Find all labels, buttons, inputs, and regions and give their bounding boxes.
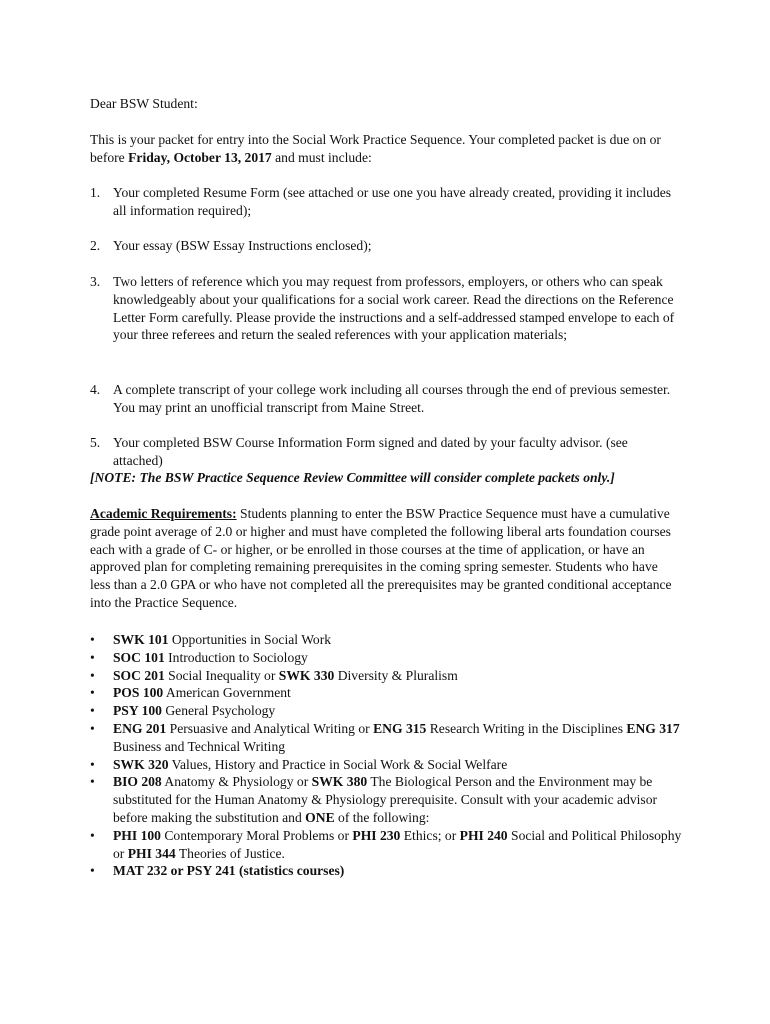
intro-text: This is your packet for entry into the Social Work Practice Sequence. Your completed packet is due on or before	[90, 132, 661, 165]
course-code: POS 100	[113, 685, 164, 701]
salutation: Dear BSW Student:	[90, 96, 198, 111]
course-item	[90, 667, 690, 685]
bullet-icon: •	[90, 632, 95, 647]
academic-requirements-heading: Academic Requirements:	[90, 506, 237, 521]
course-title: Anatomy & Physiology or	[161, 774, 312, 790]
course-code: SWK 320	[113, 756, 169, 772]
bullet-icon: •	[90, 667, 95, 683]
bullet-icon: •	[90, 827, 95, 843]
course-item	[90, 702, 690, 720]
requirement-item	[90, 184, 680, 220]
course-title: American Government	[163, 685, 291, 701]
course-code: ENG 201	[113, 720, 167, 736]
course-title: The Biological Person and the Environment may be substituted for the Human Anatomy & Physiology prerequisite. Consult with your academic advisor before making the substitution and	[113, 774, 658, 825]
course-code: SWK 380	[311, 774, 368, 790]
requirement-item	[90, 237, 680, 255]
course-title: Social and Political Philosophy or	[113, 827, 682, 861]
bullet-icon: •	[90, 649, 95, 665]
academic-requirements-text: Students planning to enter the BSW Practice Sequence must have a cumulative grade point average of 2.0 or higher and must have completed the following liberal arts foundation courses each with a grade of C- or higher, or be enrolled in those courses at the time of application, or have an approved plan for completing remaining prerequisites in the coming spring semester. Students who have less than a 2.0 GPA or who have not completed all the prerequisites may be granted conditional acceptance into the Practice Sequence.	[90, 506, 672, 610]
course-title: Theories of Justice.	[175, 845, 285, 861]
course-item	[90, 720, 690, 756]
course-item	[90, 684, 690, 702]
course-code: PHI 344	[127, 845, 176, 861]
bullet-icon: •	[90, 756, 95, 772]
course-item	[90, 649, 690, 667]
course-code: PHI 240	[459, 827, 508, 843]
requirement-number: 5.	[90, 435, 101, 450]
requirement-item	[90, 434, 680, 470]
course-code: SOC 201	[113, 667, 165, 683]
course-code: BIO 208	[113, 774, 162, 790]
course-title: Introduction to Sociology	[164, 649, 308, 665]
course-title: Contemporary Moral Problems or	[160, 827, 353, 843]
course-code: PHI 230	[352, 827, 401, 843]
bullet-icon: •	[90, 774, 95, 790]
bullet-icon: •	[90, 863, 95, 879]
course-code: PSY 100	[113, 703, 162, 719]
course-title: Social Inequality or	[164, 667, 279, 683]
course-item	[90, 827, 690, 863]
course-code: SOC 101	[113, 649, 165, 665]
course-title: General Psychology	[161, 703, 276, 719]
course-item	[90, 756, 690, 774]
requirement-number: 3.	[90, 274, 101, 289]
bullet-icon: •	[90, 720, 95, 736]
course-code: ONE	[305, 809, 335, 825]
bullet-icon: •	[90, 685, 95, 701]
course-item	[90, 773, 690, 826]
course-title: Values, History and Practice in Social Work & Social Welfare	[168, 756, 508, 772]
course-list	[90, 631, 690, 880]
course-title: of the following:	[334, 809, 430, 825]
course-title: Persuasive and Analytical Writing or	[166, 720, 374, 736]
course-item	[90, 631, 690, 649]
requirement-text: Your completed Resume Form (see attached or use one you have already created, providing it includes all information required);	[113, 185, 672, 218]
course-title: Diversity & Pluralism	[334, 667, 458, 683]
course-code: MAT 232 or PSY 241 (statistics courses)	[113, 863, 345, 879]
academic-requirements-paragraph	[90, 505, 678, 612]
requirement-number: 1.	[90, 185, 101, 200]
requirement-text: Two letters of reference which you may request from professors, employers, or others who can speak knowledgeably about your qualifications for a social work career. Read the directions on the Reference Letter Form carefully. Please provide the instructions and a self-addressed stamped envelope to each of your three referees and return the sealed references with your application materials;	[113, 274, 675, 343]
requirement-item	[90, 273, 680, 344]
requirement-text: Your completed BSW Course Information Form signed and dated by your faculty advisor. (see attached)	[113, 435, 628, 468]
course-title: Ethics; or	[400, 827, 460, 843]
requirement-text: Your essay (BSW Essay Instructions enclosed);	[113, 238, 372, 253]
course-title: Opportunities in Social Work	[168, 632, 332, 647]
committee-note: [NOTE: The BSW Practice Sequence Review Committee will consider complete packets only.]	[90, 470, 615, 485]
course-code: SWK 101	[113, 632, 169, 647]
requirement-number: 2.	[90, 238, 101, 253]
requirement-text: A complete transcript of your college work including all courses through the end of previous semester. You may print an unofficial transcript from Maine Street.	[113, 382, 671, 415]
intro-text-end: and must include:	[271, 149, 372, 165]
bullet-icon: •	[90, 703, 95, 719]
course-title: Research Writing in the Disciplines	[426, 720, 627, 736]
course-title: Business and Technical Writing	[113, 738, 286, 754]
course-code: ENG 317	[626, 720, 680, 736]
due-date: Friday, October 13, 2017	[128, 149, 272, 165]
course-code: ENG 315	[373, 720, 427, 736]
requirement-item	[90, 381, 680, 417]
intro-paragraph	[90, 131, 680, 167]
course-code: PHI 100	[113, 827, 161, 843]
course-code: SWK 330	[278, 667, 335, 683]
course-item	[90, 862, 690, 880]
requirement-number: 4.	[90, 382, 101, 397]
